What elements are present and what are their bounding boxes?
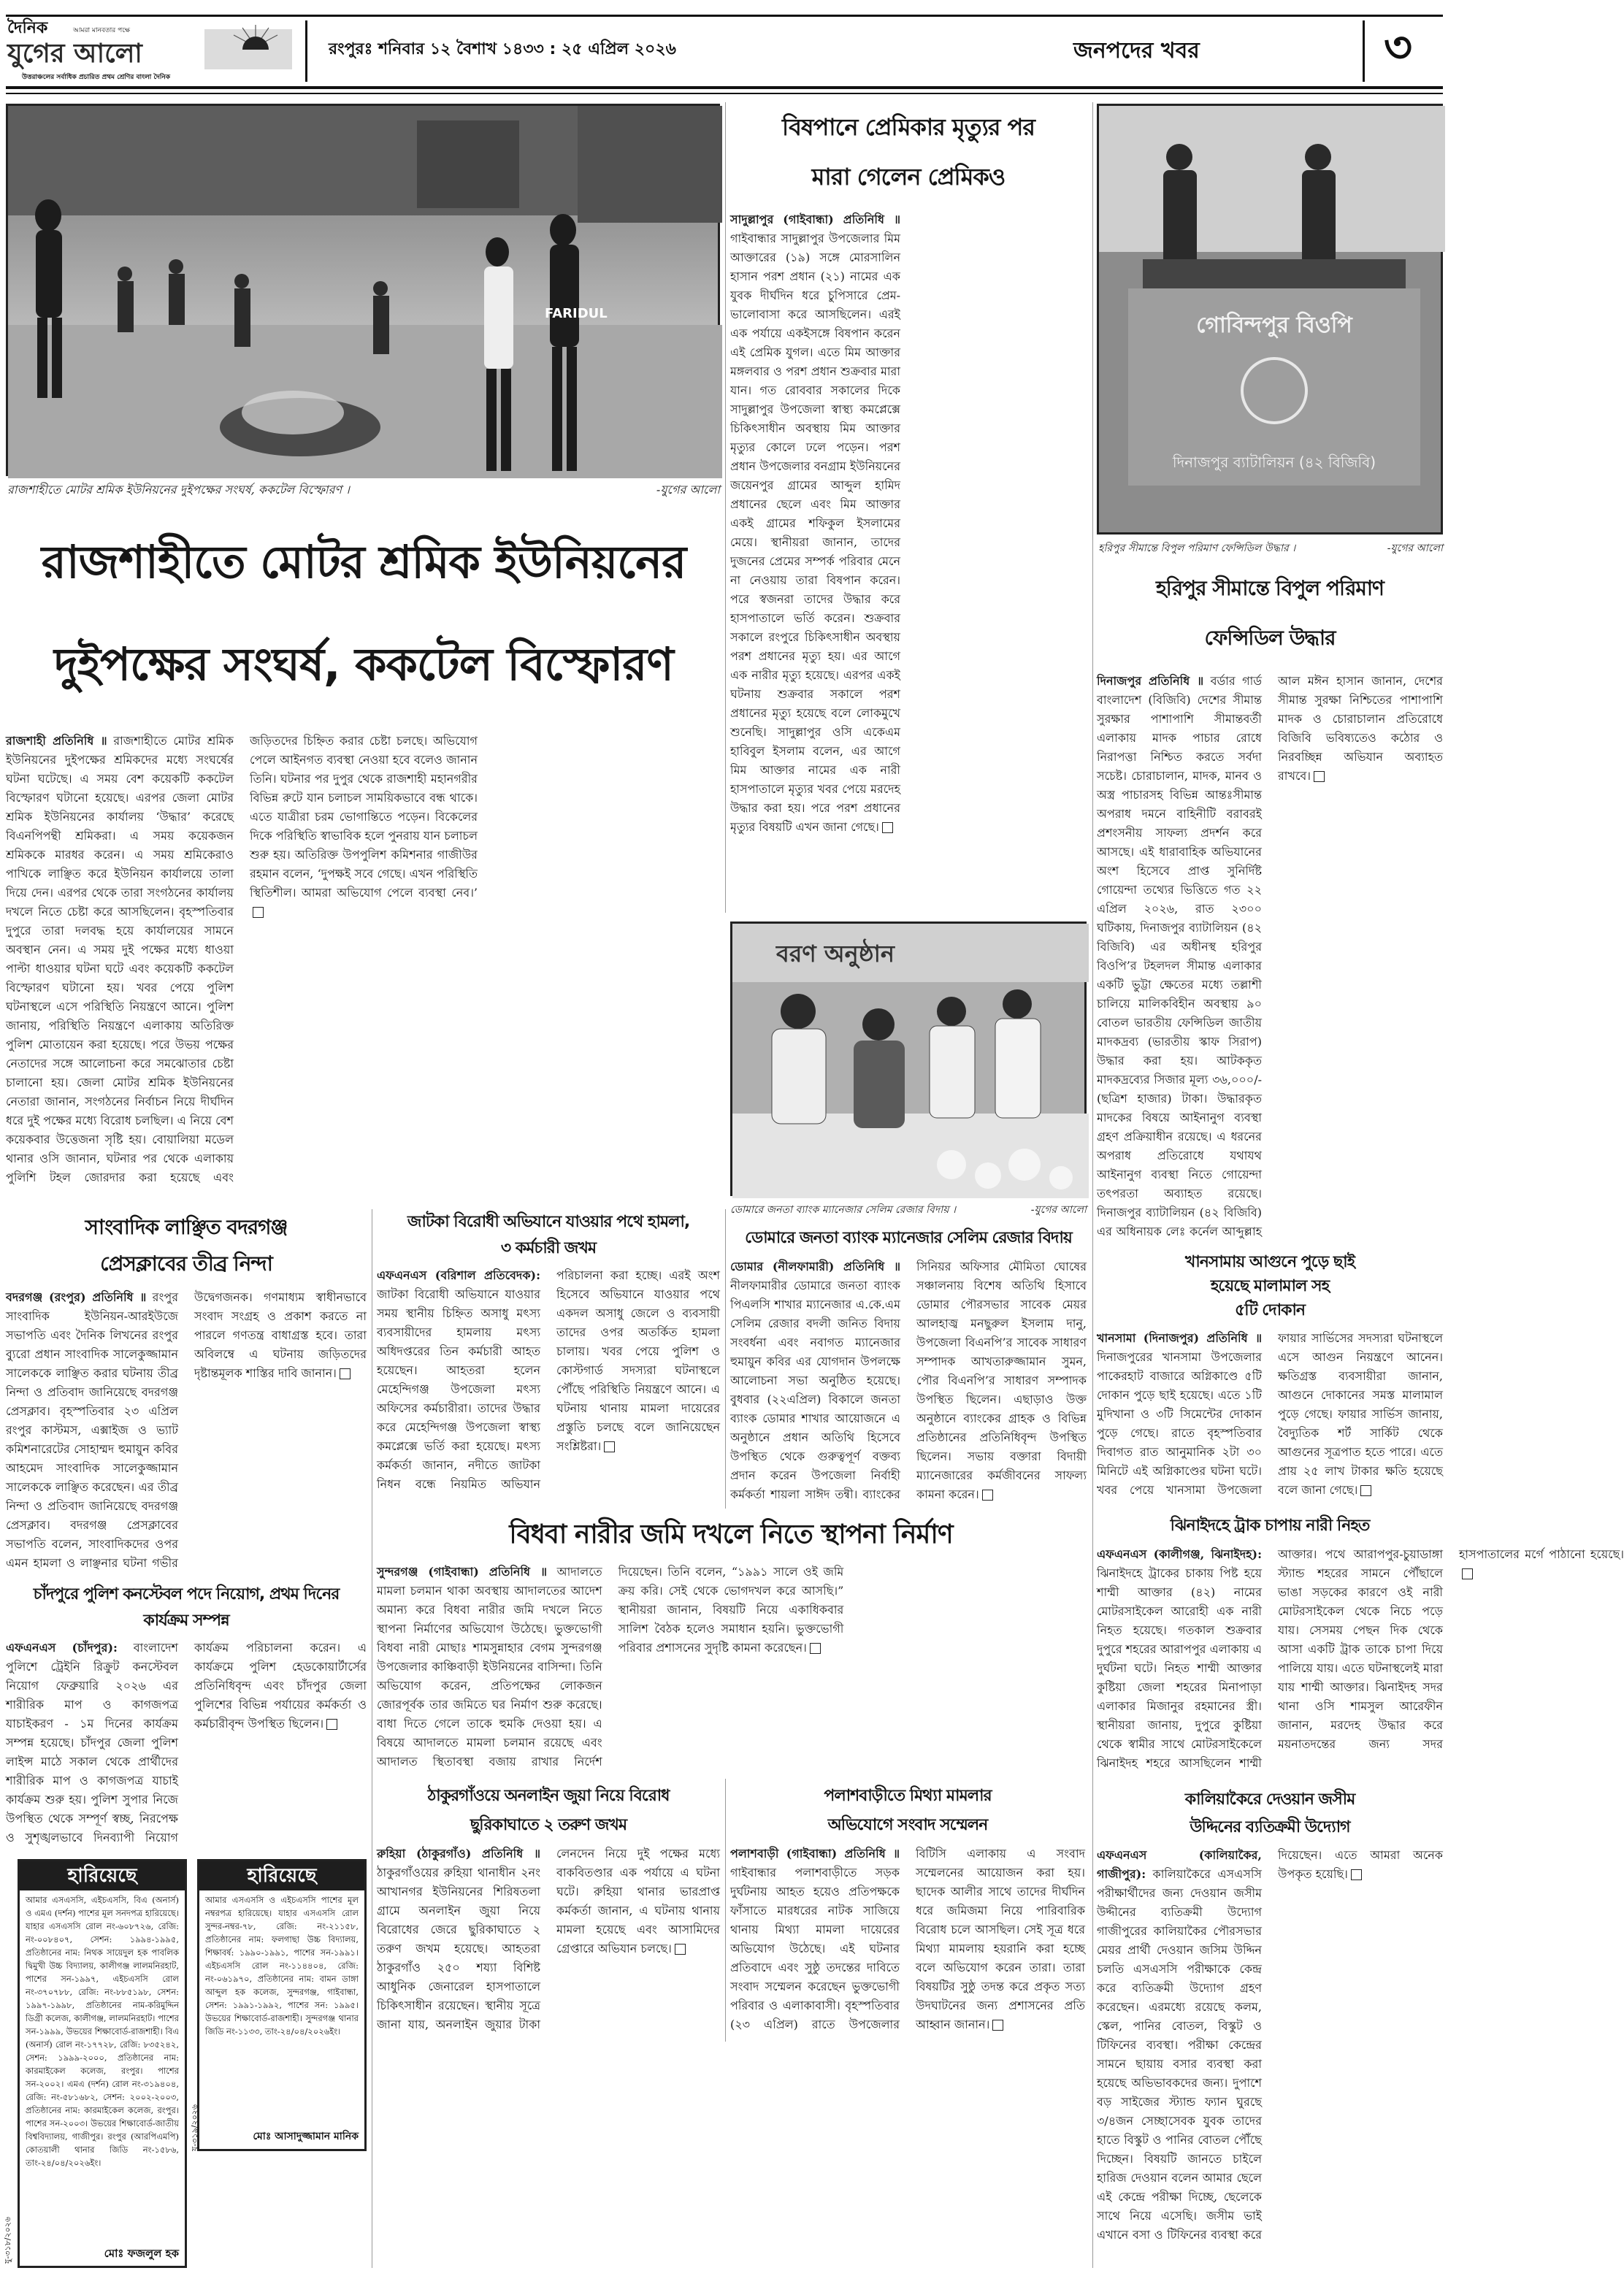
farewell-event-image (732, 924, 1089, 1198)
rajshahi-photo-caption (7, 482, 720, 498)
headline-line (377, 1513, 1085, 1557)
end-mark-icon (810, 1643, 821, 1654)
haripur-story-body (1097, 672, 1443, 1241)
kaliakair-headline (1097, 1786, 1443, 1842)
poison-story-body (730, 210, 1087, 911)
headline-line: ফেন্সিডিল উদ্ধার (1204, 626, 1336, 650)
palashbari-story-body (730, 1844, 1085, 2034)
domar-story-body (730, 1257, 1087, 1504)
story-text: রাজশাহীতে মোটর শ্রমিক ইউনিয়নের দুইপক্ষের শ্রমিকদের মধ্যে সংঘর্ষের ঘটনা ঘটেছে। এ সময় বেশ কয়েকটি ককটেল বিস্ফোরণ ঘটানো হয়েছে। এরপর জেলা মোটর শ্রমিক ইউনিয়নের কার্যালয় ‘উদ্ধার’ করেছে বিএনপিপন্থী শ্রমিকরা। এ সময় কয়েকজন শ্রমিককে মারধর করেন। এ সময় শ্রমিকেরাও পাখিকে লাঞ্ছিত করে ইউনিয়ন কার্যালয়ে তালা দিয়ে দেন। এরপর থেকে তারা সংগঠনের কার্যালয় দখলে নিতে চেষ্টা করে আসছিলেন। বৃহস্পতিবার দুপুরে তারা দলবদ্ধ হয়ে কার্যালয়ের সামনে অবস্থান নেন। এ সময় দুই পক্ষের মধ্যে ধাওয়া পাল্টা ধাওয়ার ঘটনা ঘটে এবং কয়েকটি ককটেল বিস্ফোরণ ঘটানো হয়। খবর পেয়ে পুলিশ ঘটনাস্থলে এসে পরিস্থিতি নিয়ন্ত্রণে আনে। পুলিশ জানায়, পরিস্থিতি নিয়ন্ত্রণে এলাকায় অতিরিক্ত পুলিশ মোতায়েন করা হয়েছে। পরে উভয় পক্ষের নেতাদের সঙ্গে আলোচনা করে সমঝোতার চেষ্টা চালানো হয়। জেলা মোটর শ্রমিক ইউনিয়নের নেতারা জানান, সংগঠনের নির্বাচন নিয়ে দীর্ঘদিন ধরে দুই পক্ষের মধ্যে বিরোধ চলছিল। এ নিয়ে বেশ কয়েকবার উত্তেজনা সৃষ্টি হয়। বোয়ালিয়া মডেল থানার ওসি জানান, ঘটনার পর থেকে এলাকায় পুলিশি টহল জোরদার করা হয়েছে এবং জড়িতদের চিহ্নিত করার চেষ্টা চলছে। অভিযোগ পেলে আইনগত ব্যবস্থা নেওয়া হবে বলেও জানান তিনি। ঘটনার পর দুপুর থেকে রাজশাহী মহানগরীর বিভিন্ন রুটে যান চলাচল সাময়িকভাবে বন্ধ থাকে। এতে যাত্রীরা চরম ভোগান্তিতে পড়েন। বিকেলের দিকে পরিস্থিতি স্বাভাবিক হলে পুনরায় যান চলাচল শুরু হয়। অতিরিক্ত উপপুলিশ কমিশনার গাজীউর রহমান বলেন, ‘দুপক্ষই সবে গেছে। এখন পরিস্থিতি স্থিতিশীল। আমরা অভিযোগ পেলে ব্যবস্থা নেব।’ (6, 734, 478, 1184)
end-mark-icon (604, 1441, 615, 1452)
caption-text: হরিপুর সীমান্তে বিপুল পরিমাণ ফেন্সিডিল উদ্ধার । (1098, 543, 1296, 554)
masthead-logo (7, 19, 299, 85)
story-text: গাইবান্ধার সাদুল্লাপুর উপজেলার মিম আক্তারের (১৯) সঙ্গে মোরসালিন হাসান পরশ প্রধান (২১) নামের এক যুবক দীর্ঘদিন ধরে চুপিসারে প্রেম-ভালোবাসা করে আসছিলেন। এরই এক পর্যায়ে একইসঙ্গে বিষপান করেন এই প্রেমিক যুগল। এতে মিম আক্তার মঙ্গলবার ও পরশ প্রধান শুক্রবার মারা যান। গত রোববার সকালের দিকে সাদুল্লাপুর উপজেলা স্বাস্থ্য কমপ্লেক্সে চিকিৎসাধীন অবস্থায় মিম আক্তার মৃত্যুর কোলে ঢলে পড়েন। পরশ প্রধান উপজেলার বনগ্রাম ইউনিয়নের জয়েনপুর গ্রামের আব্দুল হামিদ প্রধানের ছেলে এবং মিম আক্তার একই গ্রামের শফিকুল ইসলামের মেয়ে। স্থানীয়রা জানান, তাদের দুজনের প্রেমের সম্পর্ক পরিবার মেনে না নেওয়ায় তারা বিষপান করেন। পরে স্বজনরা তাদের উদ্ধার করে হাসপাতালে ভর্তি করেন। শুক্রবার সকালে রংপুরে চিকিৎসাধীন অবস্থায় পরশ প্রধানের মৃত্যু হয়। এর আগে এক নারীর মৃত্যু হয়েছে। এরপর একই ঘটনায় শুক্রবার সকালে পরশ প্রধানের মৃত্যু হয়েছে বলে লোকমুখে শুনেছি। সাদুল্লাপুর ওসি একেএম হাবিবুল ইসলাম বলেন, এর আগে মিম আক্তার নামের এক নারী হাসপাতালে মৃত্যুর খবর পেয়ে মরদেহ উদ্ধার করা হয়। পরে পরশ প্রধানের মৃত্যুর বিষয়টি এখন জানা গেছে। (730, 231, 900, 834)
thakurgaon-headline (377, 1782, 720, 1840)
palashbari-headline (730, 1782, 1085, 1840)
chandpur-story-body (6, 1639, 367, 1850)
domar-photo-caption (730, 1202, 1087, 1218)
headline-line (6, 1582, 367, 1608)
headline-line: ৩ কর্মচারী জখম (500, 1239, 597, 1257)
end-mark-icon (982, 1490, 993, 1501)
masthead-dateline: রংপুরঃ শনিবার ১২ বৈশাখ ১৪৩৩ : ২৫ এপ্রিল ২০২৬ (329, 40, 676, 58)
headline-part: রেজার বিদায় (992, 1229, 1072, 1247)
thakurgaon-story-body (377, 1844, 720, 2034)
story-dateline: খানসামা (দিনাজপুর) প্রতিনিধি ॥ (1097, 1331, 1262, 1345)
story-text: আদালতে মামলা চলমান থাকা অবস্থায় আদালতের আদেশ অমান্য করে বিধবা নারীর জমি দখলে নিতে স্থাপনা নির্মাণের অভিযোগ উঠেছে। ভুক্তভোগী বিধবা নারী মোছাঃ শামসুন্নাহার বেগম সুন্দরগঞ্জ উপজেলার কাঞ্চিবাড়ী ইউনিয়নের বাসিন্দা। তিনি অভিযোগ করেন, প্রতিপক্ষের লোকজন জোরপূর্বক তার জমিতে ঘর নির্মাণ শুরু করেছে। বাধা দিতে গেলে তাকে হুমকি দেওয়া হয়। এ বিষয়ে আদালতে মামলা চলমান রয়েছে এবং আদালত স্থিতাবস্থা বজায় রাখার নির্দেশ দিয়েছেন। তিনি বলেন, “১৯৯১ সালে ওই জমি ক্রয় করি। সেই থেকে ভোগদখল করে আসছি।” স্থানীয়রা জানান, বিষয়টি নিয়ে একাধিকবার সালিশ বৈঠক হলেও সমাধান হয়নি। ভুক্তভোগী পরিবার প্রশাসনের সুদৃষ্টি কামনা করেছেন। (377, 1565, 844, 1769)
headline-line: ৫টি দোকান (1235, 1301, 1305, 1319)
headline-part: চাঁদপুরে পুলিশ কনস্টেবল (33, 1585, 183, 1603)
masthead-bottom-rule-1 (6, 86, 1443, 89)
rajshahi-photo (6, 104, 720, 476)
story-text: রংপুর সাংবাদিক ইউনিয়ন-আরইউজে সভাপতি এবং দৈনিক লিখনের রংপুর ব্যুরো প্রধান সাংবাদিক সালেকুজ্জামান সালেককে লাঞ্ছিত করার ঘটনায় তীব্র নিন্দা ও প্রতিবাদ জানিয়েছে বদরগঞ্জ প্রেসক্লাব। বৃহস্পতিবার ২৩ এপ্রিল রংপুর কাস্টমস, এক্সাইজ ও ভ্যাট কমিশনারেটের সোহাম্মদ হুমায়ুন কবির আহমেদ সাংবাদিক সালেকুজ্জামান সালেককে লাঞ্ছিত করেছেন। এর তীব্র নিন্দা ও প্রতিবাদ জানিয়েছে বদরগঞ্জ প্রেসক্লাব। বদরগঞ্জ প্রেসক্লাবের সভাপতি বলেন, সাংবাদিকদের ওপর এমন হামলা ও লাঞ্ছনার ঘটনা গভীর উদ্বেগজনক। গণমাধ্যম স্বাধীনভাবে সংবাদ সংগ্রহ ও প্রকাশ করতে না পারলে গণতন্ত্র বাধাগ্রস্ত হবে। তারা অবিলম্বে এ ঘটনায় জড়িতদের দৃষ্টান্তমূলক শাস্তির দাবি জানান। (6, 1290, 367, 1570)
story-text: গাইবান্ধার পলাশবাড়ীতে সড়ক দুর্ঘটনায় আহত হয়েও প্রতিপক্ষকে ফাঁসাতে মারধরের নাটক সাজিয়ে থানায় মিথ্যা মামলা দায়েরের অভিযোগ উঠেছে। এই ঘটনার প্রতিবাদে এবং সুষ্ঠু তদন্তের দাবিতে সংবাদ সম্মেলন করেছেন ভুক্তভোগী পরিবার ও এলাকাবাসী। বৃহস্পতিবার (২৩ এপ্রিল) রাতে উপজেলার বিটিসি এলাকায় এ সংবাদ সম্মেলনের আয়োজন করা হয়। ছাদেক আলীর সাথে তাদের দীর্ঘদিন ধরে জমিজমা নিয়ে পারিবারিক বিরোধ চলে আসছিল। সেই সূত্র ধরে মিথ্যা মামলায় হয়রানি করা হচ্ছে বলে অভিযোগ করেন তারা। তারা বিষয়টির সুষ্ঠু তদন্ত করে প্রকৃত সত্য উদঘাটনের জন্য প্রশাসনের প্রতি আহ্বান জানান। (730, 1847, 1085, 2031)
masthead-title: যুগের আলো (7, 39, 142, 69)
headline-line: খানসামায় আগুনে পুড়ে ছাই (1184, 1253, 1355, 1271)
haripur-photo (1097, 104, 1443, 534)
masthead-bottom-rule-2 (6, 93, 1443, 94)
end-mark-icon (1351, 1869, 1362, 1880)
end-mark-icon (1462, 1568, 1473, 1579)
page-number: ৩ (1384, 22, 1413, 73)
headline-line: অভিযোগে সংবাদ সম্মেলন (827, 1816, 988, 1834)
caption-text: রাজশাহীতে মোটর শ্রমিক ইউনিয়নের দুইপক্ষের সংঘর্ষ, ককটেল বিস্ফোরণ । (7, 483, 350, 497)
column-divider (725, 102, 726, 913)
story-text: বাংলাদেশ পুলিশে ট্রেইনি রিক্রুট কনস্টেবল নিয়োগ ফেব্রুয়ারি ২০২৬ এর শারীরিক মাপ ও কাগজপত্র যাচাইকরণ - ১ম দিনের কার্যক্রম সম্পন্ন হয়েছে। চাঁদপুর জেলা পুলিশ লাইন্স মাঠে সকাল থেকে প্রার্থীদের শারীরিক মাপ ও কাগজপত্র যাচাই কার্যক্রম শুরু হয়। পুলিশ সুপার নিজে উপস্থিত থেকে সম্পূর্ণ স্বচ্ছ, নিরপেক্ষ ও সুশৃঙ্খলভাবে দিনব্যাপী নিয়োগ কার্যক্রম পরিচালনা করেন। এ কার্যক্রমে পুলিশ হেডকোয়ার্টার্সের প্রতিনিধিবৃন্দ এবং চাঁদপুর জেলা পুলিশের বিভিন্ন পর্যায়ের কর্মকর্তা ও কর্মচারীবৃন্দ উপস্থিত ছিলেন। (6, 1641, 367, 1844)
end-mark-icon (340, 1368, 351, 1379)
headline-line: কালিয়াকৈরে দেওয়ান জসীম (1184, 1790, 1355, 1809)
headline-part: নারী নিহত (1306, 1517, 1370, 1535)
jhenaidah-headline (1097, 1511, 1443, 1541)
headline-line: হয়েছে মালামাল সহ (1210, 1277, 1330, 1295)
story-dateline: এফএনএস (বরিশাল প্রতিবেদক): (377, 1268, 540, 1282)
rajshahi-headline (6, 511, 721, 723)
column-divider (725, 1209, 726, 1509)
chandpur-headline (6, 1582, 367, 1634)
story-dateline: এফএনএস (কালীগঞ্জ, ঝিনাইদহ): (1097, 1547, 1262, 1561)
headline-line: কার্যক্রম সম্পন্ন (143, 1612, 229, 1630)
end-mark-icon (253, 907, 264, 918)
street-clash-image (8, 106, 722, 478)
end-mark-icon (675, 1944, 686, 1955)
headline-part: যাওয়ার পথে হামলা, (565, 1213, 690, 1231)
masthead-tagline: আমরা মানবতার পক্ষে (73, 27, 131, 34)
sun-logo-icon (204, 22, 292, 73)
rajshahi-story-body (6, 732, 721, 1199)
end-mark-icon (882, 822, 893, 833)
ad-signature: মোঃ আসাদুজ্জামান মানিক (253, 2131, 359, 2142)
bgb-seizure-image (1099, 106, 1445, 537)
story-dateline: ডোমার (নীলফামারী) প্রতিনিধি ॥ (730, 1260, 900, 1273)
domar-headline (730, 1224, 1087, 1253)
headline-line: রাজশাহীতে মোটর শ্রমিক ইউনিয়নের (41, 535, 686, 589)
headline-line: বিষপানে প্রেমিকার মৃত্যুর পর (781, 113, 1035, 141)
photo-credit: -যুগের আলো (1387, 543, 1443, 554)
story-dateline: এফএনএস (চাঁদপুর): (6, 1641, 118, 1655)
column-divider (725, 1779, 726, 2042)
haripur-headline (1097, 564, 1443, 663)
story-dateline: বদরগঞ্জ (রংপুর) প্রতিনিধি ॥ (6, 1290, 147, 1304)
story-text: বর্ডার গার্ড বাংলাদেশ (বিজিবি) দেশের সীমান্ত সুরক্ষার পাশাপাশি সীমান্তবর্তী এলাকায় মাদক পাচার রোধে নিরাপত্তা নিশ্চিত করতে সর্বদা সচেষ্ট। চোরাচালান, মাদক, মানব ও অস্ত্র পাচারসহ বিভিন্ন আন্তঃসীমান্ত অপরাধ দমনে বাহিনীটি বরাবরই প্রশংসনীয় সাফল্য প্রদর্শন করে আসছে। এই ধারাবাহিক অভিযানের অংশ হিসেবে প্রাপ্ত সুনির্দিষ্ট গোয়েন্দা তথ্যের ভিত্তিতে গত ২২ এপ্রিল ২০২৬, রাত ২৩০০ ঘটিকায়, দিনাজপুর ব্যাটালিয়ন (৪২ বিজিবি) এর অধীনস্থ হরিপুর বিওপি’র টহলদল সীমান্ত এলাকার একটি ভুট্টা ক্ষেতের মধ্যে তল্লাশী চালিয়ে মালিকবিহীন অবস্থায় ৯০ বোতল ভারতীয় ফেন্সিডিল জাতীয় মাদকদ্রব্য (ভারতীয় স্কাফ সিরাপ) উদ্ধার করা হয়। আটককৃত মাদকদ্রব্যের সিজার মূল্য ৩৬,০০০/- (ছত্রিশ হাজার) টাকা। উদ্ধারকৃত মাদকের বিষয়ে আইনানুগ ব্যবস্থা গ্রহণ প্রক্রিয়াধীন রয়েছে। এ ধরনের অপরাধ প্রতিরোধে যথাযথ আইনানুগ ব্যবস্থা নিতে গোয়েন্দা তৎপরতা অব্যাহত রয়েছে। দিনাজপুর ব্যাটালিয়ন (৪২ বিজিবি) এর অধিনায়ক লেঃ কর্নেল আব্দুল্লাহ আল মঈন হাসান জানান, দেশের সীমান্ত সুরক্ষা নিশ্চিতের পাশাপাশি মাদক ও চোরাচালান প্রতিরোধে বিজিবি ভবিষ্যতেও কঠোর ও নিরবচ্ছিন্ন অভিযান অব্যাহত রাখবে। (1097, 674, 1443, 1238)
section-title: জনপদের খবর (1073, 38, 1200, 64)
jersey-text: FARIDUL (545, 306, 608, 321)
ad-text: আমার এসএসসি, এইচএসসি, বিএ (অনার্স) ও এমএ (দর্শন) পাশের মূল সনদপত্র হারিয়েছে। যাহার এসএসসি রোল নং-৬০৮৭২৬, রেজি: নং-০০৮৪০৭, সেশন: ১৯৯৪-১৯৯৫, প্রতিষ্ঠানের নাম: নিথক সায়েদুল হক পাবলিক দ্বিমুখী উচ্চ বিদ্যালয়, কালীগঞ্জ লালমনিরহাট, পাশের সন-১৯৯৭, এইচএসসি রোল নং-৩৭০৭৮৮, রেজি: নং-৮৮৫১৯৮, সেশন: ১৯৯৭-১৯৯৮, প্রতিষ্ঠানের নাম-করিমুদ্দিন ডিগ্রী কলেজ, কালীগঞ্জ, লালমনিরহাট। পাশের সন-১৯৯৯, উভয়ের শিক্ষাবোর্ড-রাজশাহী। বিএ (অনার্স) রোল নং-১৭৭২৮, রেজি: ৮৩৫২৪২, সেশন: ১৯৯৯-২০০০, প্রতিষ্ঠানের নাম: কারমাইকেল কলেজ, রংপুর। পাশের সন-২০০২। এমএ (দর্শন) রোল নং-৩১৯৪০৪, রেজি: নং-৫৮১৬৮২, সেশন: ২০০২-২০০৩, প্রতিষ্ঠানের নাম: কারমাইকেল কলেজ, রংপুর। পাশের সন-২০০৩। উভয়ের শিক্ষাবোর্ড-জাতীয় বিশ্ববিদ্যালয়, গাজীপুর। রংপুর (আরপিএমপি) কোতয়ালী থানার জিডি নং-১৫৮৬, তাং-২৪/০৪/২০২৬ইং। (26, 1895, 179, 2168)
ad-code: যু-৩১৮/২০২৬ (3, 2216, 12, 2264)
page-number-divider (1363, 20, 1365, 82)
banner-text: বরণ অনুষ্ঠান (776, 940, 895, 968)
kaliakair-story-body (1097, 1846, 1443, 2268)
masthead-top-rule (6, 15, 1443, 17)
story-text: নীলফামারীর ডোমারে জনতা ব্যাংক পিএলসি শাখার ম্যানেজার এ.কে.এম সেলিম রেজার বদলী জনিত বিদায় সংবর্ধনা এবং নবাগত ম্যানেজার হুমায়ুন কবির এর যোগদান উপলক্ষে আলোচনা সভা অনুষ্ঠিত হয়েছে। বুধবার (২২এপ্রিল) বিকালে জনতা ব্যাংক ডোমার শাখার আয়োজনে এ অনুষ্ঠানে প্রধান অতিথি হিসেবে উপস্থিত থেকে গুরুত্বপূর্ণ বক্তব্য প্রদান করেন উপজেলা নির্বাহী কর্মকর্তা শায়লা সাঈদ তন্বী। ব্যাংকের সিনিয়র অফিসার মৌমিতা ঘোষের সঞ্চালনায় বিশেষ অতিথি হিসাবে ডোমার পৌরসভার সাবেক মেয়র আলহাজ্ব মনছুরুল ইসলাম দানু, উপজেলা বিএনপি’র সাবেক সাধারণ সম্পাদক আখতারুজ্জামান সুমন, পৌর বিএনপি’র সাধারণ সম্পাদক উপস্থিত ছিলেন। এছাড়াও উক্ত অনুষ্ঠানে ব্যাংকের গ্রাহক ও বিভিন্ন প্রতিষ্ঠানের প্রতিনিধিবৃন্দ উপস্থিত ছিলেন। সভায় বক্তারা বিদায়ী ম্যানেজারের কর্মজীবনের সাফল্য কামনা করেন। (730, 1260, 1087, 1501)
ad-code: যু-৩১৯/২০২৬ (190, 2104, 199, 2151)
badarganj-story-body (6, 1288, 367, 1573)
end-mark-icon (1314, 771, 1325, 782)
classified-ad (197, 1859, 367, 2151)
story-text: কালিয়াকৈরে এসএসসি পরীক্ষার্থীদের জন্য দেওয়ান জসীম উদ্দীনের ব্যতিক্রমী উদ্যোগ গাজীপুরের কালিয়াকৈর পৌরসভার মেয়র প্রার্থী দেওয়ান জসিম উদ্দিন চলতি এসএসসি পরীক্ষাকে কেন্দ্র করে ব্যতিক্রমী উদ্যোগ গ্রহণ করেছেন। এরমধ্যে রয়েছে কলম, স্কেল, পানির বোতল, বিস্কুট ও টিফিনের ব্যবস্থা। পরীক্ষা কেন্দ্রের সামনে ছায়ায় বসার ব্যবস্থা করা হয়েছে অভিভাবকদের জন্য। দুপাশে বড় সাইজের স্ট্যান্ড ফ্যান ঘুরছে ৩/৪জন সেচ্ছাসেবক যুবক তাদের হাতে বিস্কুট ও পানির বোতল পৌঁছে দিচ্ছেন। বিষয়টি জানতে চাইলে হারিজ দেওয়ান বলেন আমার ছেলে এই কেন্দ্রে পরীক্ষা দিচ্ছে, ছেলেকে সাথে নিয়ে এসেছি। জসীম ভাই এখানে বসা ও টিফিনের ব্যবস্থা করে দিয়েছেন। এতে আমরা অনেক উপকৃত হয়েছি। (1097, 1848, 1443, 2242)
masthead-divider (305, 20, 307, 82)
headline-line: সাংবাদিক লাঞ্ছিত বদরগঞ্জ (85, 1215, 288, 1239)
headline-line: উদ্দিনের ব্যতিক্রমী উদ্যোগ (1190, 1818, 1350, 1836)
end-mark-icon (1360, 1485, 1371, 1496)
badarganj-headline (6, 1209, 367, 1282)
story-dateline: এফএনএস (কালিয়াকৈর, গাজীপুর): (1097, 1848, 1262, 1881)
khansama-story-body (1097, 1329, 1443, 1504)
haripur-photo-caption (1098, 540, 1443, 556)
story-text: জাটকা বিরোধী অভিযানে যাওয়ার সময় স্থানীয় চিহ্নিত অসাধু মৎস্য ব্যবসায়ীদের হামলায় মৎস্য অধিদপ্তরের তিন কর্মচারী আহত হয়েছেন। আহতরা হলেন মেহেন্দিগঞ্জ উপজেলা মৎস্য অফিসের কর্মচারীরা। তাদের উদ্ধার করে মেহেন্দিগঞ্জ উপজেলা স্বাস্থ্য কমপ্লেক্সে ভর্তি করা হয়েছে। মৎস্য কর্মকর্তা জানান, নদীতে জাটকা নিধন বন্ধে নিয়মিত অভিযান পরিচালনা করা হচ্ছে। এরই অংশ হিসেবে অভিযানে যাওয়ার পথে একদল অসাধু জেলে ও ব্যবসায়ী তাদের ওপর অতর্কিত হামলা চালায়। খবর পেয়ে পুলিশ ও কোস্টগার্ড সদস্যরা ঘটনাস্থলে পৌঁছে পরিস্থিতি নিয়ন্ত্রণে আনে। এ ঘটনায় থানায় মামলা দায়েরের প্রস্তুতি চলছে বলে জানিয়েছেন সংশ্লিষ্টরা। (377, 1268, 720, 1491)
headline-line: হরিপুর সীমান্তে বিপুল পরিমাণ (1156, 576, 1384, 600)
headline-line (730, 1224, 1087, 1253)
headline-line: দুইপক্ষের সংঘর্ষ, ককটেল বিস্ফোরণ (54, 637, 673, 691)
story-text: ঝিনাইদহে ট্রাকের চাকায় পিষ্ট হয়ে শাম্মী আক্তার (৪২) নামের মোটরসাইকেল আরোহী এক নারী নিহত হয়েছে। গতকাল শুক্রবার দুপুরে শহরের আরাপপুর এলাকায় এ দুর্ঘটনা ঘটে। নিহত শাম্মী আক্তার কুষ্টিয়া জেলা শহরের মিনাপাড়া এলাকার মিজানুর রহমানের স্ত্রী। স্থানীয়রা জানায়, দুপুরে কুষ্টিয়া থেকে স্বামীর সাথে মোটরসাইকেলে ঝিনাইদহ শহরে আসছিলেন শাম্মী আক্তার। পথে আরাপপুর-চুয়াডাঙ্গা স্ট্যান্ড শহরের সামনে পৌঁছালে ভাঙা সড়কের কারণে ওই নারী মোটরসাইকেল থেকে নিচে পড়ে যায়। সেসময় পেছন দিক থেকে আসা একটি ট্রাক তাকে চাপা দিয়ে পালিয়ে যায়। এতে ঘটনাস্থলেই মারা যায় শাম্মী আক্তার। ঝিনাইদহ সদর থানা ওসি শামসুল আরেফীন জানান, মরদেহ উদ্ধার করে ময়নাতদন্তের জন্য সদর হাসপাতালের মর্গে পাঠানো হয়েছে। (1097, 1547, 1624, 1770)
poison-headline (730, 102, 1087, 202)
headline-line: পলাশবাড়ীতে মিথ্যা মামলার (824, 1787, 992, 1805)
story-text: ঠাকুরগাঁওয়ের রুহিয়া থানাধীন ২নং আখানগর ইউনিয়নের শিরিষতলা গ্রামে অনলাইন জুয়া নিয়ে বিরোধের জেরে ছুরিকাঘাতে ২ তরুণ জখম হয়েছে। আহতরা ঠাকুরগাঁও ২৫০ শয্যা বিশিষ্ট আধুনিক জেনারেল হাসপাতালে চিকিৎসাধীন রয়েছেন। স্থানীয় সূত্রে জানা যায়, অনলাইন জুয়ার টাকা লেনদেন নিয়ে দুই পক্ষের মধ্যে বাকবিতণ্ডার এক পর্যায়ে এ ঘটনা ঘটে। রুহিয়া থানার ভারপ্রাপ্ত কর্মকর্তা জানান, এ ঘটনায় থানায় মামলা হয়েছে এবং আসামিদের গ্রেপ্তারে অভিযান চলছে। (377, 1847, 720, 2031)
ad-signature: মোঃ ফজলুল হক (104, 2247, 179, 2260)
khansama-headline-block (1097, 1250, 1443, 1323)
headline-line (1097, 1511, 1443, 1541)
story-dateline: রুহিয়া (ঠাকুরগাঁও) প্রতিনিধি ॥ (377, 1847, 540, 1861)
headline-line: ছুরিকাঘাতে ২ তরুণ জখম (470, 1816, 627, 1834)
headline-line: প্রেসক্লাবের তীব্র নিন্দা (100, 1252, 272, 1276)
headline-part: বিধবা নারীর জমি দখলে (509, 1520, 753, 1549)
column-divider (1092, 102, 1093, 2268)
banner-text: দিনাজপুর ব্যাটালিয়ন (৪২ বিজিবি) (1172, 453, 1376, 471)
headline-part: নিতে স্থাপনা নির্মাণ (760, 1520, 953, 1549)
story-dateline: দিনাজপুর প্রতিনিধি ॥ (1097, 674, 1204, 688)
story-dateline: রাজশাহী প্রতিনিধি ॥ (6, 734, 107, 748)
end-mark-icon (326, 1719, 337, 1730)
story-dateline: সাদুল্লাপুর (গাইবান্ধা) প্রতিনিধি ॥ (730, 212, 900, 226)
banner-text: গোবিন্দপুর বিওপি (1196, 313, 1352, 338)
jatka-story-body (377, 1266, 720, 1504)
headline-part: ডোমারে জনতা ব্যাংক (745, 1229, 878, 1247)
ad-title: হারিয়েছে (199, 1861, 364, 1890)
masthead-subtitle: উত্তরাঞ্চলের সর্বাধিক প্রচারিত প্রথম শ্রেণির বাংলা দৈনিক (22, 74, 171, 81)
end-mark-icon (992, 2020, 1003, 2031)
headline-part: ঝিনাইদহে ট্রাক চাপায় (1170, 1517, 1301, 1535)
headline-part: জাটকা বিরোধী অভিযানে (407, 1213, 562, 1231)
story-dateline: সুন্দরগঞ্জ (গাইবান্ধা) প্রতিনিধি ॥ (377, 1565, 548, 1579)
caption-text: ডোমারে জনতা ব্যাংক ম্যানেজার সেলিম রেজার বিদায় । (730, 1204, 956, 1216)
domar-photo (730, 921, 1087, 1196)
classified-ad (18, 1859, 187, 2268)
headline-part: পদে নিয়োগ, প্রথম দিনের (186, 1585, 340, 1603)
headline-line: মারা গেলেন প্রেমিকও (811, 163, 1006, 191)
story-dateline: পলাশবাড়ী (গাইবান্ধা) প্রতিনিধি ॥ (730, 1847, 900, 1861)
ad-title: হারিয়েছে (20, 1861, 185, 1890)
masthead-prefix: দৈনিক (7, 19, 48, 37)
widow-story-body (377, 1563, 1085, 1771)
story-text: দিনাজপুরের খানসামা উপজেলার পাকেরহাট বাজারে অগ্নিকাণ্ডে ৫টি দোকান পুড়ে ছাই হয়েছে। এতে ১টি মুদিখানা ও ৩টি সিমেন্টের দোকান পুড়ে গেছে। রাতে বৃহস্পতিবার দিবাগত রাত আনুমানিক ২টা ৩০ মিনিটে এই অগ্নিকাণ্ডের ঘটনা ঘটে। খবর পেয়ে খানসামা উপজেলা ফায়ার সার্ভিসের সদস্যরা ঘটনাস্থলে এসে আগুন নিয়ন্ত্রণে আনেন। ক্ষতিগ্রস্ত ব্যবসায়ীরা জানান, আগুনে দোকানের সমস্ত মালামাল পুড়ে গেছে। ফায়ার সার্ভিস জানায়, বৈদ্যুতিক শর্ট সার্কিট থেকে আগুনের সূত্রপাত হতে পারে। এতে প্রায় ২৫ লাখ টাকার ক্ষতি হয়েছে বলে জানা গেছে। (1097, 1331, 1443, 1497)
photo-credit: -যুগের আলো (1030, 1204, 1087, 1216)
photo-credit: -যুগের আলো (656, 483, 720, 497)
headline-line (377, 1209, 720, 1235)
jhenaidah-story-body (1097, 1545, 1624, 1777)
ad-text: আমার এসএসসি ও এইচএসসি পাশের মূল নম্বরপত্র হারিয়েছে। যাহার এসএসসি রোল সুন্দর-নম্বর-৭৮, রেজি: নং-২১১৫৮, প্রতিষ্ঠানের নাম: ফলগাছা উচ্চ বিদ্যালয়, শিক্ষাবর্ষ: ১৯৯০-১৯৯১, পাশের সন-১৯৯১। এইচএসসি রোল নং-১১৪৪০৪, রেজি: নং-০৬১৯৭০, প্রতিষ্ঠানের নাম: বামন ডাঙ্গা আব্দুল হক কলেজ, সুন্দরগঞ্জ, গাইবান্ধা, সেশন: ১৯৯১-১৯৯২, পাশের সন: ১৯৯৫। উভয়ের শিক্ষাবোর্ড-রাজশাহী। সুন্দরগঞ্জ থানার জিডি নং-১১৩৩, তাং-২৪/০৪/২০২৬ইং। (205, 1895, 359, 2036)
headline-part: ম্যানেজার সেলিম (882, 1229, 987, 1247)
headline-line: ঠাকুরগাঁওয়ে অনলাইন জুয়া নিয়ে বিরোধ (427, 1787, 670, 1805)
widow-headline (377, 1513, 1085, 1557)
jatka-headline (377, 1209, 720, 1262)
